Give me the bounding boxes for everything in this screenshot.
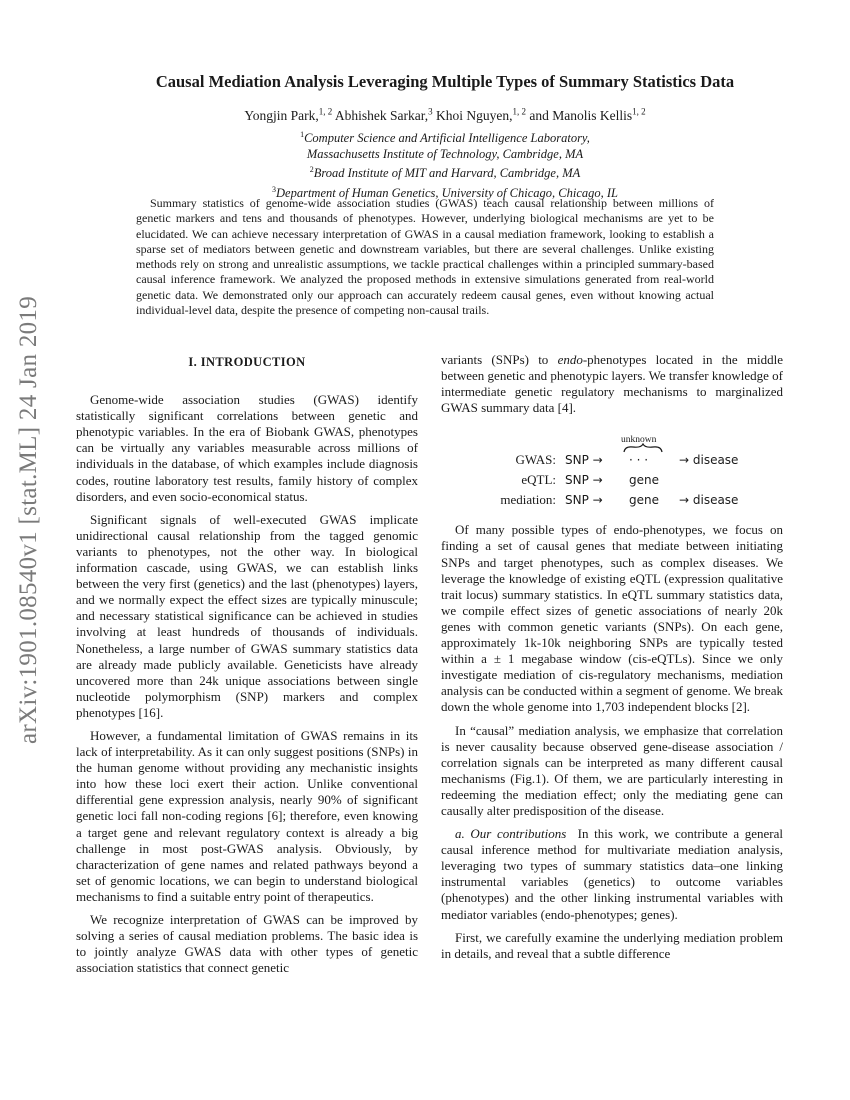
affiliation-1: $^1$Computer Science and Artificial Intelligence Laboratory, <box>300 130 590 146</box>
intro-paragraph-6: Of many possible types of endo-phenotypes, we focus on finding a set of causal genes that mediate between initiating SNPs and target phenotypes, such as complex diseases. We leverage the knowledge of existing eQTL (expression qualitative trait locus) summary statistics. In eQTL summary statistics data, we compile effect sizes of genetic associations of nearly 20k genes with common genetic variants (SNPs). On each gene, approximately 1k-10k neighboring SNPs are typically tested within a ± 1 megabase window (cis-eQTLs). Since we only investigate mediation of cis-regulatory mechanisms, mediation analysis can be conducted within a segment of genome. We break down the whole genome into 1,703 independent blocks [2]. <box>441 522 783 715</box>
section-heading-introduction: I. INTRODUCTION <box>188 355 306 369</box>
author-4: and Manolis Kellis$^{1, 2}$ <box>529 106 646 123</box>
intro-paragraph-2: Significant signals of well-executed GWAS implicate unidirectional causal relationship from the tagged genomic variants to phenotypes, not the other way. In biological information cascade, using GWAS, we can establish links between the very first (genetics) and the last (phenotypes) layers, and we normally expect the effect sizes are typically minuscule; and necessary statistical significance can be achieved in studies involving at least hundreds of thousands of individuals. Nonetheless, a large number of GWAS summary statistics data are already made publicly available. Geneticists have already uncovered more than 24k unique associations between single nucleotide polymorphism (SNP) markers and complex phenotypes [16]. <box>76 511 418 720</box>
author-list <box>60 106 830 124</box>
intro-paragraph-3: However, a fundamental limitation of GWAS remains in its lack of interpretability. As it can only suggest positions (SNPs) in the human genome without providing any mechanistic insights into how these loci exert their action. Unlike conventional differential gene expression analysis, nearly 90% of significant genetic loci fall non-coding regions [6]; therefore, even knowing a target gene and relevant regulatory context is already a big challenge in most post-GWAS analysis. Obviously, by characterization of gene names and related pathways beyond a set of genomic locations, we can begin to understand biological mechanisms to find a suitable entry point of therapeutics. <box>76 727 418 904</box>
mediation-diagram <box>441 432 783 508</box>
diagram-row-eqtl: eQTL: SNP → gene <box>521 472 659 488</box>
unknown-label: unknown <box>621 435 657 446</box>
author-1: Yongjin Park,$^{1, 2}$ <box>244 106 333 123</box>
affiliation-3: $^3$Department of Human Genetics, University of Chicago, Chicago, IL <box>272 184 618 200</box>
contributions-paragraph: a. Our contributions In this work, we contribute a general causal inference method for multivariate mediation analysis, leveraging two types of summary statistics data–one linking instrumental variables (genetics) to outcome variables (phenotypes) and the other linking instrumental variables with mediator variables (endo-phenotypes; genes). <box>441 826 783 922</box>
author-3: Khoi Nguyen,$^{1, 2}$ <box>436 106 526 123</box>
diagram-row-mediation: mediation: SNP → gene → disease <box>500 492 739 508</box>
diagram-row-gwas: GWAS: SNP → · · · → disease <box>515 452 739 468</box>
intro-paragraph-1: Genome-wide association studies (GWAS) identify statistically significant correlations between genetic and phenotypic variables. In the era of Biobank GWAS, phenotypes can be virtually any variables measurable across millions of individuals in the database, of which examples include diagnosis codes, routine laboratory test results, family history of complex disorders, and even socio-economical status. <box>76 392 418 504</box>
intro-paragraph-4: We recognize interpretation of GWAS can be improved by solving a series of causal mediation problems. The basic idea is to jointly analyze GWAS data with other types of genetic association statistics that connect genetic <box>76 912 418 976</box>
affiliation-1-cont: Massachusetts Institute of Technology, Cambridge, MA <box>306 146 584 161</box>
intro-paragraph-5: variants (SNPs) to endo-phenotypes located in the middle between genetic and phenotypic layers. We transfer knowledge of intermediate genetic regulatory mechanisms to marginalized GWAS summary data [4]. <box>441 352 783 416</box>
author-2: Abhishek Sarkar,$^3$ <box>334 106 433 123</box>
left-column <box>76 352 418 983</box>
right-column <box>441 352 783 969</box>
paper-title: Causal Mediation Analysis Leveraging Multiple Types of Summary Statistics Data <box>155 72 735 91</box>
intro-paragraph-7: In “causal” mediation analysis, we emphasize that correlation is never causality because observed gene-disease association / correlation signals can be interpreted as many different causal mechanisms (Fig.1). Of them, we are particularly interesting in redeeming the mediation effect; only the mediating gene can causally alter predisposition of the disease. <box>441 722 783 818</box>
contributions-label: a. Our contributions <box>455 826 567 842</box>
affiliations <box>60 127 830 201</box>
affiliation-2: $^2$Broad Institute of MIT and Harvard, Cambridge, MA <box>309 165 581 181</box>
arxiv-stamp <box>4 290 54 750</box>
intro-paragraph-8: First, we carefully examine the underlying mediation problem in details, and reveal that a subtle difference <box>441 929 783 961</box>
arxiv-identifier: arXiv:1901.08540v1 [stat.ML] 24 Jan 2019 <box>15 295 42 745</box>
abstract: Summary statistics of genome-wide association studies (GWAS) teach causal relationship between millions of genetic markers and tens and thousands of phenotypes. However, underlying biological mechanisms are yet to be elucidated. We can achieve necessary interpretation of GWAS in a causal mediation framework, looking to establish a sparse set of mediators between genetic and downstream variables, but there are several challenges. Unlike existing methods rely on strong and unrealistic assumptions, we tackle practical challenges within a principled summary-based causal inference framework. We analyzed the proposed methods in extensive simulations generated from real-world genetic data. We demonstrated only our approach can accurately redeem causal genes, even without knowing actual individual-level data, despite the presence of competing non-causal trails. <box>136 196 714 318</box>
